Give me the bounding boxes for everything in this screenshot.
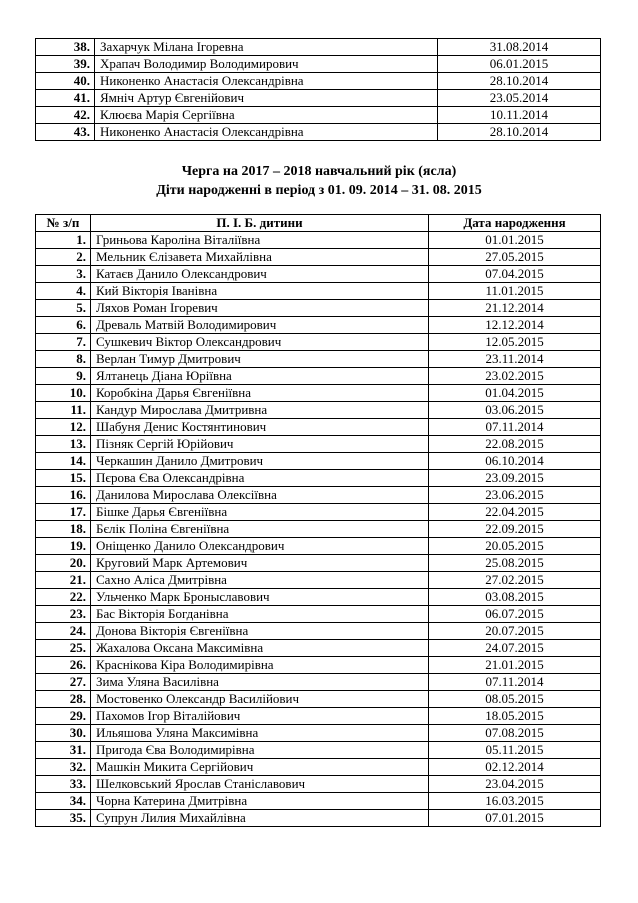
row-number: 26.	[36, 657, 91, 674]
table-row	[36, 402, 601, 419]
child-name: Круговий Марк Артемович	[91, 555, 429, 572]
child-name: Храпач Володимир Володимирович	[95, 56, 438, 73]
child-name: Сушкевич Віктор Олександрович	[91, 334, 429, 351]
child-name: Ямніч Артур Євгенійович	[95, 90, 438, 107]
birth-date: 18.05.2015	[429, 708, 601, 725]
birth-date: 06.10.2014	[429, 453, 601, 470]
row-number: 16.	[36, 487, 91, 504]
row-number: 17.	[36, 504, 91, 521]
birth-date: 05.11.2015	[429, 742, 601, 759]
row-number: 35.	[36, 810, 91, 827]
child-name: Шелковський Ярослав Станіславович	[91, 776, 429, 793]
child-name: Шабуня Денис Костянтинович	[91, 419, 429, 436]
child-name: Ляхов Роман Ігоревич	[91, 300, 429, 317]
queue-title: Черга на 2017 – 2018 навчальний рік (ясла)	[181, 164, 457, 179]
birth-date: 28.10.2014	[438, 73, 601, 90]
table-row	[36, 606, 601, 623]
table-row	[36, 107, 601, 124]
child-name: Оніщенко Данило Олександрович	[91, 538, 429, 555]
table-row	[36, 555, 601, 572]
birth-date: 27.02.2015	[429, 572, 601, 589]
queue-table-body	[36, 232, 601, 827]
child-name: Ильяшова Уляна Максимівна	[91, 725, 429, 742]
row-number: 13.	[36, 436, 91, 453]
birth-date: 12.12.2014	[429, 317, 601, 334]
birth-date: 23.05.2014	[438, 90, 601, 107]
table-row	[36, 317, 601, 334]
table-row	[36, 385, 601, 402]
row-number: 33.	[36, 776, 91, 793]
table-row	[36, 708, 601, 725]
child-name: Пахомов Ігор Віталійович	[91, 708, 429, 725]
table-row	[36, 759, 601, 776]
row-number: 40.	[36, 73, 95, 90]
child-name: Клюєва Марія Сергіївна	[95, 107, 438, 124]
child-name: Мостовенко Олександр Василійович	[91, 691, 429, 708]
row-number: 20.	[36, 555, 91, 572]
birth-date: 22.08.2015	[429, 436, 601, 453]
child-name: Бішке Дарья Євгеніївна	[91, 504, 429, 521]
child-name: Черкашин Данило Дмитрович	[91, 453, 429, 470]
row-number: 15.	[36, 470, 91, 487]
birth-date: 06.07.2015	[429, 606, 601, 623]
birth-date: 21.12.2014	[429, 300, 601, 317]
previous-list-table	[35, 38, 601, 141]
row-number: 22.	[36, 589, 91, 606]
child-name: Ульченко Марк Броныславович	[91, 589, 429, 606]
row-number: 28.	[36, 691, 91, 708]
table-row	[36, 538, 601, 555]
table-row	[36, 793, 601, 810]
table-row	[36, 674, 601, 691]
row-number: 4.	[36, 283, 91, 300]
birth-date: 12.05.2015	[429, 334, 601, 351]
child-name: Чорна Катерина Дмитрівна	[91, 793, 429, 810]
birth-date: 01.04.2015	[429, 385, 601, 402]
child-name: Данилова Мирослава Олексіївна	[91, 487, 429, 504]
birth-date: 02.12.2014	[429, 759, 601, 776]
table-header-row	[36, 215, 601, 232]
table-row	[36, 39, 601, 56]
birth-date: 23.04.2015	[429, 776, 601, 793]
table-row	[36, 436, 601, 453]
child-name: Жахалова Оксана Максимівна	[91, 640, 429, 657]
row-number: 24.	[36, 623, 91, 640]
column-header-number: № з/п	[36, 215, 91, 232]
row-number: 30.	[36, 725, 91, 742]
birth-date: 27.05.2015	[429, 249, 601, 266]
birth-date: 22.09.2015	[429, 521, 601, 538]
row-number: 31.	[36, 742, 91, 759]
row-number: 12.	[36, 419, 91, 436]
row-number: 1.	[36, 232, 91, 249]
previous-list-body	[36, 39, 601, 141]
child-name: Кий Вікторія Іванівна	[91, 283, 429, 300]
table-row	[36, 776, 601, 793]
birth-date: 06.01.2015	[438, 56, 601, 73]
table-row	[36, 640, 601, 657]
birth-date: 07.01.2015	[429, 810, 601, 827]
row-number: 21.	[36, 572, 91, 589]
row-number: 2.	[36, 249, 91, 266]
table-row	[36, 453, 601, 470]
column-header-birthdate: Дата народження	[429, 215, 601, 232]
child-name: Зима Уляна Василівна	[91, 674, 429, 691]
table-row	[36, 487, 601, 504]
child-name: Катаєв Данило Олександрович	[91, 266, 429, 283]
table-row	[36, 521, 601, 538]
child-name: Ялтанець Діана Юріївна	[91, 368, 429, 385]
table-row	[36, 470, 601, 487]
row-number: 43.	[36, 124, 95, 141]
birth-date: 10.11.2014	[438, 107, 601, 124]
birth-date: 23.02.2015	[429, 368, 601, 385]
table-row	[36, 351, 601, 368]
birth-date: 20.07.2015	[429, 623, 601, 640]
row-number: 6.	[36, 317, 91, 334]
row-number: 27.	[36, 674, 91, 691]
child-name: Коробкіна Дарья Євгеніївна	[91, 385, 429, 402]
row-number: 18.	[36, 521, 91, 538]
child-name: Супрун Лилия Михайлівна	[91, 810, 429, 827]
table-row	[36, 657, 601, 674]
row-number: 3.	[36, 266, 91, 283]
birth-date: 22.04.2015	[429, 504, 601, 521]
child-name: Никоненко Анастасія Олександрівна	[95, 124, 438, 141]
birth-date: 08.05.2015	[429, 691, 601, 708]
birth-date: 03.06.2015	[429, 402, 601, 419]
table-row	[36, 504, 601, 521]
row-number: 5.	[36, 300, 91, 317]
child-name: Древаль Матвій Володимирович	[91, 317, 429, 334]
child-name: Захарчук Мілана Ігоревна	[95, 39, 438, 56]
table-row	[36, 90, 601, 107]
row-number: 25.	[36, 640, 91, 657]
birth-date: 23.09.2015	[429, 470, 601, 487]
row-number: 8.	[36, 351, 91, 368]
queue-table	[35, 214, 601, 827]
table-row	[36, 419, 601, 436]
child-name: Гриньова Кароліна Віталіївна	[91, 232, 429, 249]
birth-date: 16.03.2015	[429, 793, 601, 810]
birth-date: 07.11.2014	[429, 674, 601, 691]
row-number: 14.	[36, 453, 91, 470]
child-name: Машкін Микита Сергійович	[91, 759, 429, 776]
row-number: 10.	[36, 385, 91, 402]
birth-date: 23.11.2014	[429, 351, 601, 368]
child-name: Мельник Єлізавета Михайлівна	[91, 249, 429, 266]
row-number: 32.	[36, 759, 91, 776]
birth-date: 25.08.2015	[429, 555, 601, 572]
table-row	[36, 691, 601, 708]
table-row	[36, 73, 601, 90]
child-name: Пригода Єва Володимирівна	[91, 742, 429, 759]
table-row	[36, 283, 601, 300]
birth-date: 11.01.2015	[429, 283, 601, 300]
row-number: 23.	[36, 606, 91, 623]
child-name: Донова Вікторія Євгеніївна	[91, 623, 429, 640]
row-number: 39.	[36, 56, 95, 73]
child-name: Никоненко Анастасія Олександрівна	[95, 73, 438, 90]
row-number: 9.	[36, 368, 91, 385]
birth-date: 21.01.2015	[429, 657, 601, 674]
table-row	[36, 56, 601, 73]
row-number: 19.	[36, 538, 91, 555]
birth-date: 07.04.2015	[429, 266, 601, 283]
child-name: Пєрова Єва Олександрівна	[91, 470, 429, 487]
birth-date: 20.05.2015	[429, 538, 601, 555]
birth-date: 01.01.2015	[429, 232, 601, 249]
row-number: 41.	[36, 90, 95, 107]
table-row	[36, 334, 601, 351]
child-name: Сахно Аліса Дмитрівна	[91, 572, 429, 589]
table-row	[36, 232, 601, 249]
table-row	[36, 124, 601, 141]
child-name: Верлан Тимур Дмитрович	[91, 351, 429, 368]
birth-date: 24.07.2015	[429, 640, 601, 657]
child-name: Бас Вікторія Богданівна	[91, 606, 429, 623]
birth-date: 31.08.2014	[438, 39, 601, 56]
table-row	[36, 623, 601, 640]
child-name: Кандур Мирослава Дмитривна	[91, 402, 429, 419]
birth-date: 03.08.2015	[429, 589, 601, 606]
column-header-name: П. І. Б. дитини	[91, 215, 429, 232]
row-number: 29.	[36, 708, 91, 725]
birth-date: 07.11.2014	[429, 419, 601, 436]
row-number: 11.	[36, 402, 91, 419]
birth-date: 23.06.2015	[429, 487, 601, 504]
row-number: 34.	[36, 793, 91, 810]
table-row	[36, 572, 601, 589]
table-row	[36, 300, 601, 317]
birth-date: 07.08.2015	[429, 725, 601, 742]
table-row	[36, 742, 601, 759]
child-name: Краснікова Кіра Володимирівна	[91, 657, 429, 674]
child-name: Бєлік Поліна Євгеніївна	[91, 521, 429, 538]
table-row	[36, 589, 601, 606]
row-number: 38.	[36, 39, 95, 56]
birth-date: 28.10.2014	[438, 124, 601, 141]
child-name: Пізняк Сергій Юрійович	[91, 436, 429, 453]
row-number: 7.	[36, 334, 91, 351]
table-row	[36, 725, 601, 742]
birth-period-subtitle: Діти народженні в період з 01. 09. 2014 – 31. 08. 2015	[156, 183, 482, 198]
table-row	[36, 368, 601, 385]
row-number: 42.	[36, 107, 95, 124]
table-row	[36, 810, 601, 827]
table-row	[36, 249, 601, 266]
table-row	[36, 266, 601, 283]
